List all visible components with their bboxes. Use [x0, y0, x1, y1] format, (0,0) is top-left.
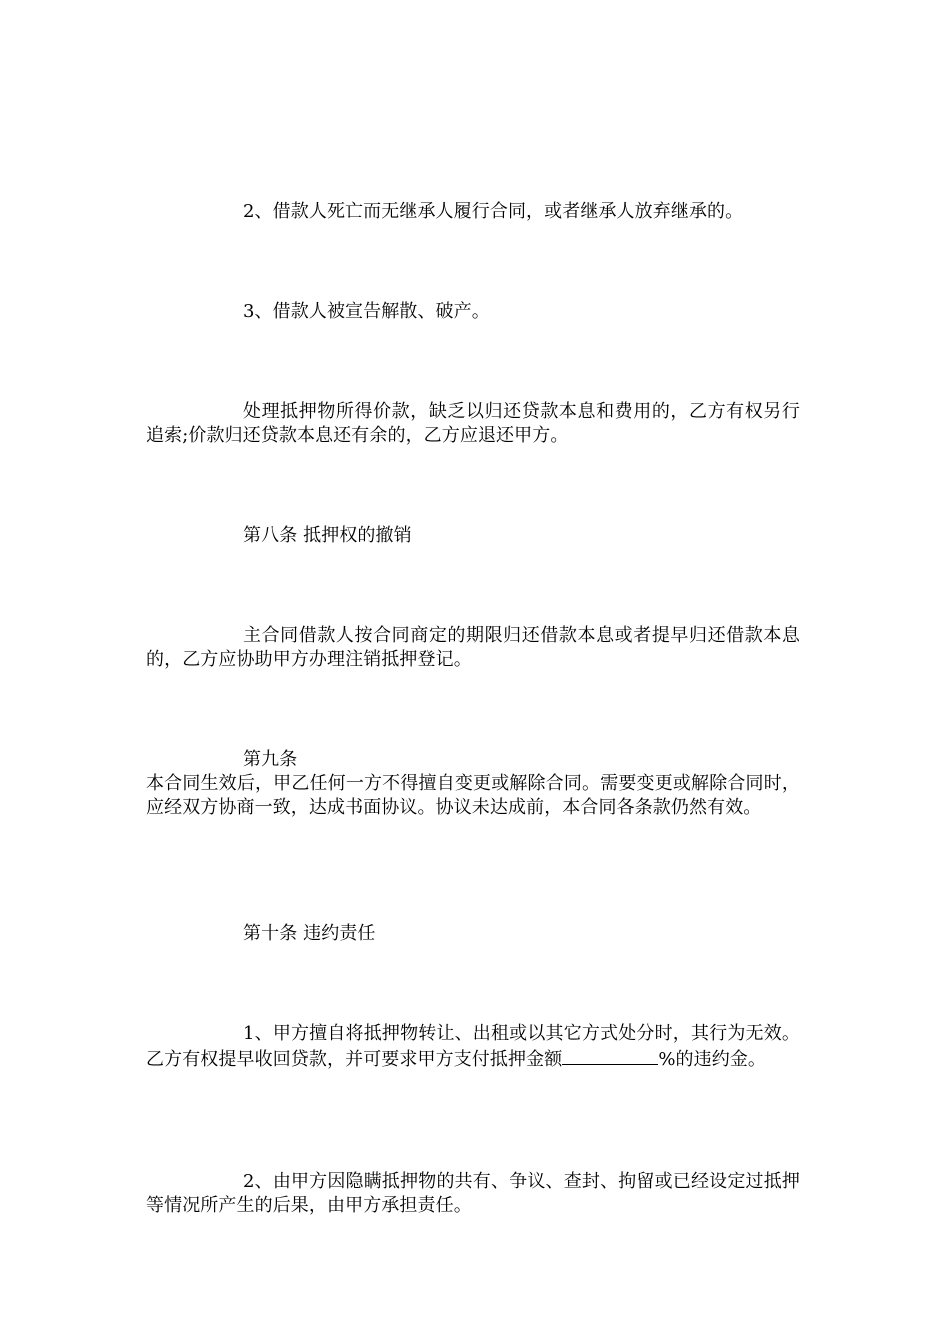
article-8-body: 主合同借款人按合同商定的期限归还借款本息或者提早归还借款本息的，乙方应协助甲方办理注销抵押登记。 [146, 625, 800, 670]
article-10-item-2: 2、由甲方因隐瞒抵押物的共有、争议、查封、拘留或已经设定过抵押等情况所产生的后果，由甲方承担责任。 [146, 1171, 800, 1216]
clause-item-3-bankruptcy: 3、借款人被宣告解散、破产。 [243, 301, 490, 322]
clause-disposal-proceeds: 处理抵押物所得价款，缺乏以归还贷款本息和费用的，乙方有权另行追索;价款归还贷款本息还有余的，乙方应退还甲方。 [146, 401, 800, 446]
article-9-heading: 第九条 [243, 749, 298, 770]
clause-item-2-death: 2、借款人死亡而无继承人履行合同，或者继承人放弃继承的。 [243, 201, 744, 222]
article-10-item-1 [146, 1022, 800, 1072]
article-10-item-1-suffix: %的违约金。 [658, 1049, 767, 1070]
penalty-percent-blank [562, 1046, 658, 1065]
article-10-heading: 第十条 违约责任 [243, 923, 376, 944]
article-9-body: 本合同生效后，甲乙任何一方不得擅自变更或解除合同。需要变更或解除合同时，应经双方协商一致，达成书面协议。协议未达成前，本合同各条款仍然有效。 [146, 773, 800, 818]
article-10-item-1-text: 1、甲方擅自将抵押物转让、出租或以其它方式处分时，其行为无效。乙方有权提早收回贷款，并可要求甲方支付抵押金额 [146, 1023, 800, 1070]
article-8-heading: 第八条 抵押权的撤销 [243, 525, 412, 546]
